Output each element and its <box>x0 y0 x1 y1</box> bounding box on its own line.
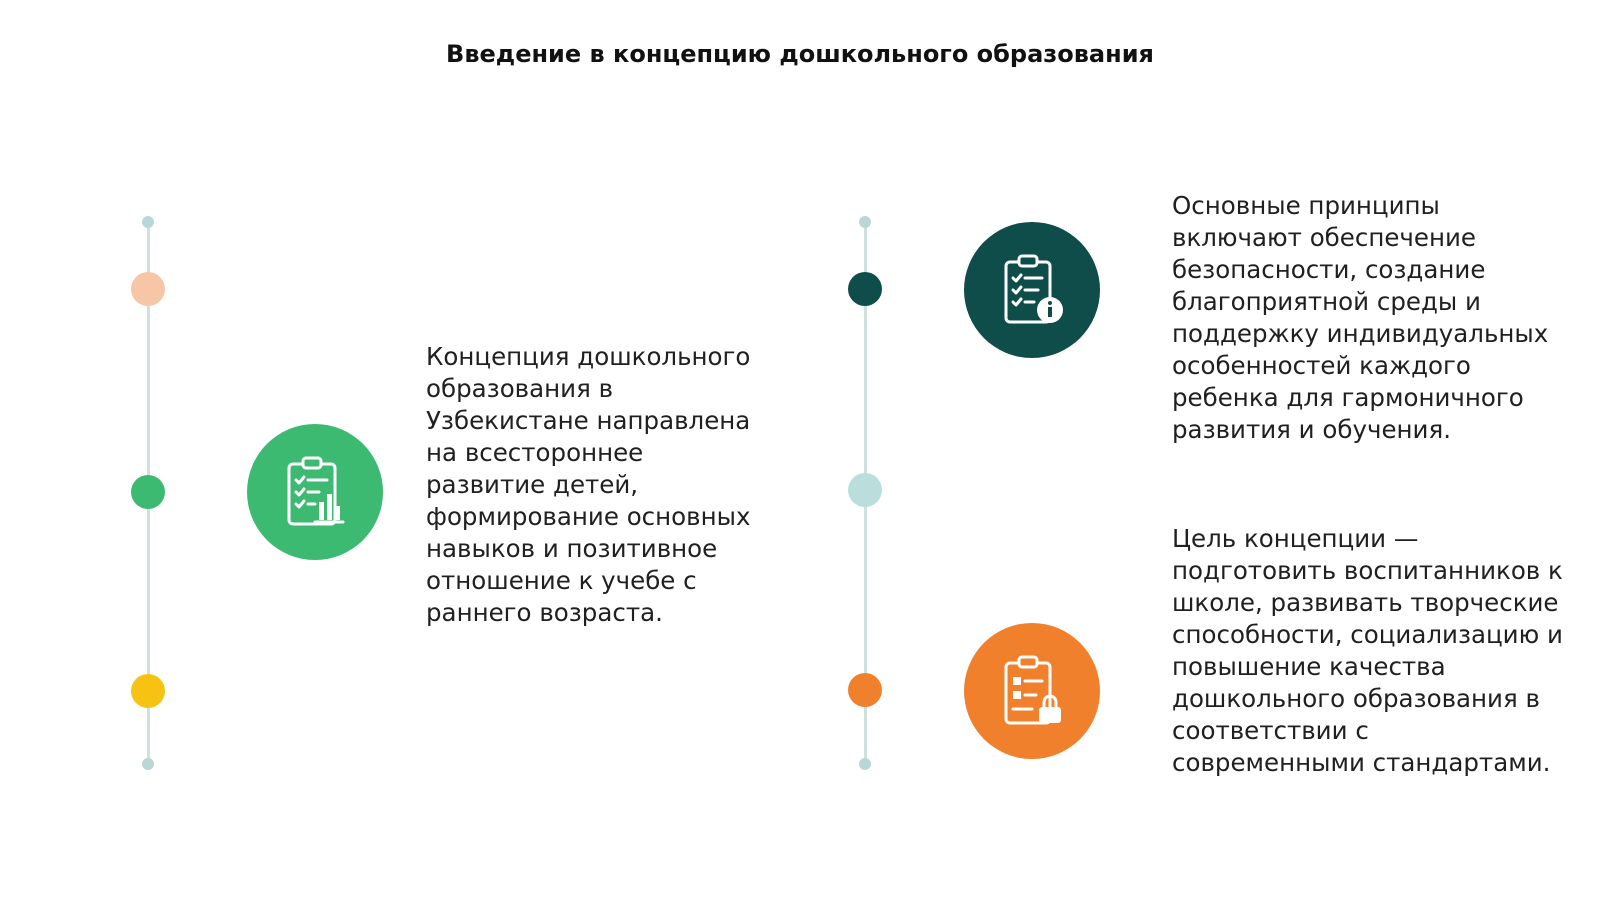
clipboard-chart-icon <box>247 424 383 560</box>
left-timeline-node-green <box>131 475 165 509</box>
right-timeline-node-light-teal <box>848 473 882 507</box>
left-timeline-node-yellow <box>131 674 165 708</box>
right-timeline-top-endpoint <box>859 216 871 228</box>
clipboard-lock-icon <box>964 623 1100 759</box>
page-title: Введение в концепцию дошкольного образования <box>446 40 1154 68</box>
right-timeline-node-orange <box>848 673 882 707</box>
left-timeline-node-peach <box>131 272 165 306</box>
item-text-1: Концепция дошкольного образования в Узбекистане направлена на всестороннее развитие детей, формирование основных навыков и позитивное отношение к учебе с раннего возраста. <box>426 342 751 627</box>
item-text-2: Основные принципы включают обеспечение безопасности, создание благоприятной среды и поддержку индивидуальных особенностей каждого ребенка для гармоничного развития и обучения. <box>1172 191 1549 444</box>
clipboard-info-icon <box>964 222 1100 358</box>
left-timeline-bottom-endpoint <box>142 758 154 770</box>
right-timeline-bottom-endpoint <box>859 758 871 770</box>
item-text-3: Цель концепции — подготовить воспитанников к школе, развивать творческие способности, социализацию и повышение качества дошкольного образования в соответствии с современными стандартами. <box>1172 524 1563 777</box>
right-timeline-node-dark-teal <box>848 272 882 306</box>
left-timeline-top-endpoint <box>142 216 154 228</box>
